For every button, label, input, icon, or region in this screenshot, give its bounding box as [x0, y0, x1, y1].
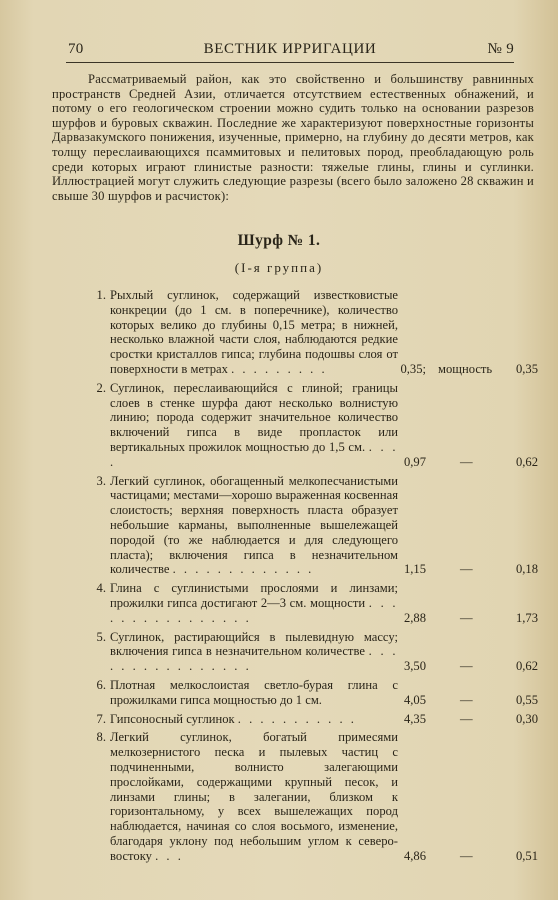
- layer-item: [86, 678, 538, 708]
- section-title: Шурф № 1.: [237, 232, 321, 249]
- layer-depth: 4,35: [403, 711, 426, 726]
- layer-text: Рыхлый суглинок, содержащий известковистые конкреции (до 1 см. в поперечнике), количество которых велико до глубины 0,15 метра; в нижней, несколько влажной части слоя, наблюдаются редкие сростки кристаллов гипса; глубина подошвы слоя от поверхности в метрах: [110, 288, 398, 376]
- ditto-dash: —: [460, 610, 473, 625]
- section-subtitle: (I-я группа): [234, 260, 324, 275]
- layer-depth: 4,86: [403, 848, 426, 863]
- layer-description: [110, 581, 398, 625]
- layer-thickness: 0,55: [515, 692, 538, 707]
- leader-dots: . . . . . . . . .: [231, 361, 328, 376]
- layer-number: 3.: [96, 473, 106, 488]
- journal-title: ВЕСТНИК ИРРИГАЦИИ: [203, 41, 377, 57]
- thickness-label: мощность: [438, 361, 493, 376]
- layer-item: [86, 730, 538, 863]
- ditto-dash: —: [460, 692, 473, 707]
- layer-text: Суглинок, растирающийся в пылевидную массу; включения гипса в незначительном количестве: [110, 629, 398, 659]
- layer-number: 2.: [96, 380, 106, 395]
- layer-depth: 2,88: [403, 610, 426, 625]
- layer-item: [86, 581, 538, 625]
- layer-text: Легкий суглинок, богатый примесями мелкозернистого песка и пылевых частиц с подчиненными, волнисто залегающими прослойками, содержащими крупный песок, и линзами глины; в залегании, близком к горизонтальному, у всех вышележащих пород наблюдается, начиная со слоя восьмого, изменение, благодаря уклону под небольшим углом к северо-востоку: [110, 730, 398, 863]
- layer-text: Гипсоносный суглинок: [110, 711, 235, 726]
- ditto-dash: —: [460, 711, 473, 726]
- layer-thickness: 0,30: [515, 711, 538, 726]
- page-number: 70: [68, 41, 84, 57]
- layer-thickness: 0,51: [515, 848, 538, 863]
- layer-number: 6.: [96, 677, 106, 692]
- layer-item: [86, 630, 538, 674]
- layer-text: Глина с суглинистыми прослоями и линзами; прожилки гипса достигают 2—3 см. мощности: [110, 581, 398, 610]
- layer-item: [86, 712, 538, 727]
- layer-item: [86, 288, 538, 377]
- layer-depth: 1,15: [403, 562, 426, 577]
- intro-paragraph: Рассматриваемый район, как это свойственно и большинству равнинных пространств Средней Азии, отличается отсутствием естественных обнажений, и потому о его геологическом строении можно судить только на основании разрезов шурфов и буровых скважин. Последние же характеризуют поверхностные горизонты Дарвазакумского понижения, изученные, примерно, на глубину до десяти метров, как толщу переслаивающихся псаммитовых и пелитовых пород, преобладающую роль среди которых играют глинистые разности: тяжелые глины, глины и суглинки. Иллюстрацией могут служить следующие разрезы (всего было заложено 28 скважин и свыше 30 шурфов и расчисток):: [52, 72, 534, 203]
- layer-item: [86, 381, 538, 470]
- layer-description: [110, 730, 398, 863]
- layer-description: [110, 712, 398, 727]
- ditto-dash: —: [460, 562, 473, 577]
- ditto-dash: —: [460, 659, 473, 674]
- layer-description: [110, 630, 398, 674]
- leader-dots: . . . . . . . . . . . . . . . .: [110, 644, 398, 674]
- leader-dots: . . . . . . . . . . . . .: [172, 562, 314, 577]
- layer-description: [110, 474, 398, 578]
- layer-list: [86, 288, 538, 867]
- ditto-dash: —: [460, 848, 473, 863]
- layer-depth: 0,35;: [400, 361, 426, 376]
- layer-depth: 4,05: [403, 692, 426, 707]
- leader-dots: . . .: [155, 848, 184, 863]
- layer-description: [110, 381, 398, 470]
- layer-thickness: 1,73: [515, 610, 538, 625]
- layer-description: [110, 678, 398, 708]
- layer-number: 5.: [96, 629, 106, 644]
- leader-dots: . . . . . . . . . . . . . . . .: [110, 595, 398, 625]
- layer-number: 4.: [96, 581, 106, 596]
- layer-thickness: 0,62: [515, 659, 538, 674]
- issue-number: № 9: [487, 41, 514, 57]
- layer-item: [86, 474, 538, 578]
- layer-number: 1.: [96, 288, 106, 302]
- layer-thickness: 0,35: [515, 361, 538, 376]
- leader-dots: . . . . . . . . . . .: [237, 711, 357, 726]
- layer-text: Суглинок, переслаивающийся с глиной; границы слоев в стенке шурфа дают несколько волнистую линию; порода содержит значительное количество включений гипса в виде пропласток или вертикальных прожилок мощностью до 1,5 см.: [110, 380, 398, 454]
- layer-depth: 3,50: [403, 659, 426, 674]
- layer-text: Легкий суглинок, обогащенный мелкопесчанистыми частицами; местами—хорошо выраженная косвенная слоистость; верхняя поверхность пласта образует небольшие карманы, выполненные вышележащей породой (то же наблюдается и для следующего пласта); включения гипса в незначительном количестве: [110, 473, 398, 577]
- layer-thickness: 0,62: [515, 454, 538, 469]
- leader-dots: . . . .: [110, 439, 399, 469]
- layer-description: [110, 288, 398, 377]
- layer-depth: 0,97: [403, 454, 426, 469]
- ditto-dash: —: [460, 454, 473, 469]
- page-header: [66, 40, 514, 63]
- layer-text: Плотная мелкослоистая светло-бурая глина с прожилками гипса мощностью до 1 см.: [110, 677, 398, 707]
- layer-thickness: 0,18: [515, 562, 538, 577]
- layer-number: 8.: [96, 730, 106, 745]
- layer-number: 7.: [96, 711, 106, 726]
